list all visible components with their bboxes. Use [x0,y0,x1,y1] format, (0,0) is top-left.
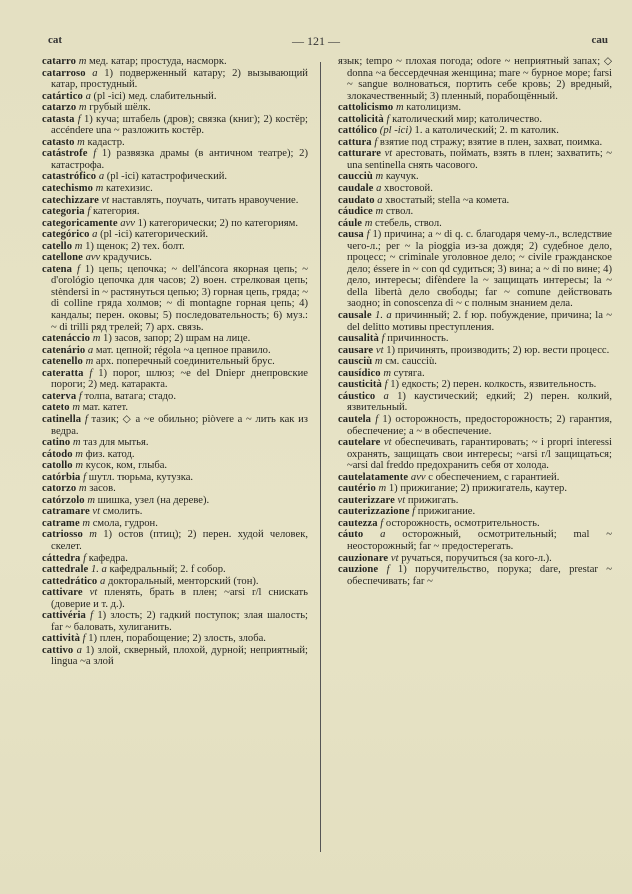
entry-grammar-label: f [384,379,388,391]
entry-headword: causciù [338,356,373,368]
dictionary-entry [338,125,612,137]
entry-headword: cáustico [338,390,376,402]
entry-headword: catrame [42,517,80,529]
entry-definition: осторожный, осмотрительный; mal ~ неосторожный; far ~ предостерегать. [347,529,612,552]
entry-headword: cáttedra [42,552,81,564]
dictionary-entry [42,414,308,437]
entry-headword: cautelatamente [338,471,409,483]
entry-grammar-label: m [364,217,373,229]
entry-definition: таз для мытья. [83,437,149,449]
dictionary-entry [338,529,612,552]
entry-headword: catártico [42,90,83,102]
entry-definition: 1) развязка драмы (в античном театре); 2) катастрофа. [51,148,308,171]
dictionary-entry [338,483,612,495]
entry-grammar-label: f [380,517,384,529]
entry-grammar-label: m [75,448,83,460]
entry-definition: мед. катар; простуда, насморк. [89,56,227,67]
entry-grammar-label: avv [410,471,426,483]
entry-grammar-label: vt [397,494,406,506]
dictionary-entry [338,553,612,565]
entry-headword: cateratta [42,367,84,379]
entry-headword: catórbia [42,471,81,483]
entry-definition: 1) подверженный катару; 2) вызывающий катар, простудный. [51,67,308,91]
dictionary-entry [42,449,308,461]
entry-headword: catorzo [42,483,77,495]
entry-definition: наставлять, поучать, читать нравоучение. [111,194,299,206]
entry-grammar-label: a [377,194,383,206]
entry-definition: язык; tempo ~ плохая погода; odore ~ неприятный запах; ◇ donna ~a бессердечная женщина; mare ~ бурное море; farsi ~ sangue волноваться, портить себе кровь; 2) вредный, злокачественный; 3) пленный, порабощённый. [338,56,612,102]
entry-grammar-label: m [75,460,84,472]
entry-headword: catturare [338,148,382,160]
entry-definition: взятие под стражу; взятие в плен, захват, поимка. [379,136,603,148]
dictionary-entry [338,206,612,218]
dictionary-entry [42,483,308,495]
page-number: — 121 — [292,34,340,48]
dictionary-entry [42,206,308,218]
entry-headword: cauzionare [338,552,389,564]
entry-definition: 1) причина; a ~ di q. c. благодаря чему-л., вследствие чего-л.; per ~ la pioggia из-за дождя; 2) судебное дело, процесс; ~ criminale уголовное дело; ~ civile гражданское дело; éssere in ~ con qd судиться; 3) вина; a ~ di по вине; 4) дело, интересы; difèndere la ~ защищать интересы; la ~ della libertà дело свободы; far ~ comune действовать заодно; in conoscenza di ~ с полным знанием дела. [347,229,613,310]
dictionary-entry [42,195,308,207]
entry-headword: catechizzare [42,194,99,206]
entry-grammar-label: vt [390,552,399,564]
dictionary-entry [42,171,308,183]
dictionary-entry [338,414,612,437]
entry-grammar-label: a [99,575,106,587]
entry-headword: catena [42,263,73,275]
entry-grammar-label: f [82,633,86,645]
dictionary-entry [338,333,612,345]
entry-definition: засов. [89,483,116,495]
entry-definition: прижигать. [407,494,459,506]
entry-grammar-label: vt [384,148,393,160]
entry-headword: causale [338,310,372,322]
entry-headword: categoria [42,206,85,218]
entry-headword: cattólico [338,125,378,137]
entry-headword: catastrófico [42,171,97,183]
entry-grammar-label: m [374,356,383,368]
entry-grammar-label: a [87,344,94,356]
entry-definition: категория. [92,206,140,218]
entry-headword: cattivo [42,644,74,656]
entry-grammar-label: m [82,517,91,529]
dictionary-entry [42,553,308,565]
entry-headword: cauzione [338,564,379,576]
entry-definition: прижигание. [417,506,476,518]
entry-definition: арестовать, поймать, взять в плен; захватить; ~ una sentinella снять часового. [347,148,613,171]
entry-headword: cautelare [338,437,381,449]
entry-definition: докторальный, менторский (тон). [107,575,259,587]
entry-headword: catasta [42,113,75,125]
entry-definition: 1. a католический; 2. m католик. [414,125,559,137]
entry-headword: cattività [42,633,80,645]
entry-headword: caucciù [338,171,373,183]
entry-grammar-label: m [383,367,392,379]
entry-grammar-label: (pl -ici) [379,125,412,137]
entry-headword: causticità [338,379,382,391]
entry-grammar-label: vt [92,506,101,518]
entry-headword: cáuto [338,529,364,541]
dictionary-entry [338,518,612,530]
entry-grammar-label: 1. a [375,310,392,322]
dictionary-entry [338,368,612,380]
dictionary-entry [338,195,612,207]
dictionary-entry [42,114,308,137]
entry-grammar-label: f [77,113,81,125]
dictionary-entry [42,472,308,484]
entry-grammar-label: f [374,136,378,148]
entry-grammar-label: m [375,171,384,183]
entry-grammar-label: f [83,471,87,483]
dictionary-entry [42,633,308,645]
dictionary-entry [42,218,308,230]
entry-definition: (pl -ici) мед. слабительный. [93,90,217,102]
entry-headword: caudato [338,194,375,206]
entry-definition: 1) засов, запор; 2) шрам на лице. [103,333,251,345]
entry-definition: толпа, ватага; стадо. [84,390,176,402]
entry-grammar-label: f [84,413,88,425]
dictionary-entry [42,391,308,403]
entry-definition: мат. катет. [82,402,129,414]
entry-definition: стебель, ствол. [375,217,442,229]
dictionary-entry [338,171,612,183]
entry-grammar-label: f [87,206,91,218]
dictionary-entry [42,368,308,391]
entry-headword: cattura [338,136,372,148]
left-guide-word: cat [48,34,63,46]
dictionary-entry [42,91,308,103]
entry-grammar-label: m [395,102,404,114]
entry-definition: 1) каустический; едкий; 2) перен. колкий, язвительный. [347,390,612,414]
entry-grammar-label: vt [383,437,392,449]
entry-headword: causídico [338,367,381,379]
entry-grammar-label: m [77,136,85,148]
entry-definition: крадучись. [102,252,152,264]
entry-definition: осторожность, осмотрительность. [385,517,540,529]
entry-headword: catollo [42,460,73,472]
entry-definition: см. caucciù. [385,356,437,368]
dictionary-entry [42,402,308,414]
entry-definition: грубый шёлк. [89,102,151,114]
right-guide-word: cau [591,34,608,46]
entry-definition: физ. катод. [85,448,135,460]
entry-grammar-label: f [375,413,379,425]
entry-definition: сутяга. [393,367,425,379]
entry-definition: 1) плен, порабощение; 2) злость, злоба. [88,633,266,645]
entry-grammar-label: f [83,552,87,564]
entry-headword: categoricamente [42,217,118,229]
entry-grammar-label: a [376,183,382,195]
entry-headword: cauterizzare [338,494,395,506]
entry-headword: cattivéria [42,610,86,622]
entry-definition: католический мир; католичество. [392,113,543,125]
entry-grammar-label: f [386,564,390,576]
entry-headword: categórico [42,229,90,241]
entry-definition: кадастр. [87,136,125,148]
entry-headword: catenário [42,344,86,356]
entry-definition: смола, гудрон. [92,517,158,529]
dictionary-entry [42,148,308,171]
entry-grammar-label: m [375,206,384,218]
dictionary-entry [42,264,308,333]
entry-definition: ствол. [385,206,414,218]
entry-headword: causa [338,229,364,241]
entry-headword: catellone [42,252,83,264]
dictionary-entry [338,183,612,195]
dictionary-entry [42,68,308,91]
entry-grammar-label: a [92,229,98,241]
entry-definition: катехизис. [105,183,153,195]
dictionary-entry [42,252,308,264]
entry-definition: 1) злость; 2) гадкий поступок; злая шалость; far ~ баловать, хулиганить. [51,610,308,633]
right-column [338,56,612,587]
entry-grammar-label: m [72,437,81,449]
dictionary-entry [338,102,612,114]
dictionary-entry [42,333,308,345]
entry-definition: 1) едкость; 2) перен. колкость, язвительность. [390,379,597,391]
entry-grammar-label: m [72,402,80,414]
entry-definition: католицизм. [406,102,462,114]
entry-definition: 1) куча; штабель (дров); связка (книг); 2) костёр; accéndere una ~ разложить костёр. [51,113,308,137]
entry-grammar-label: vt [375,344,384,356]
entry-definition: мат. цепной; régola ~a цепное правило. [95,344,271,356]
entry-definition: тазик; ◇ a ~e обильно; piòvere a ~ лить как из ведра. [51,413,308,437]
dictionary-entry [338,506,612,518]
entry-grammar-label: avv [120,217,135,229]
entry-headword: catino [42,437,71,449]
entry-grammar-label: a [380,529,386,541]
entry-headword: catasto [42,136,75,148]
dictionary-entry [42,495,308,507]
entry-headword: cattolicismo [338,102,394,114]
entry-grammar-label: m [78,56,87,67]
entry-grammar-label: f [386,113,390,125]
entry-grammar-label: a [85,90,91,102]
entry-headword: catenello [42,356,83,368]
entry-headword: caterva [42,390,77,402]
entry-definition: обеспечивать, гарантировать; ~ i propri interessi охранять, защищать свои интересы; ~arsi r/l защищаться; ~arsi dal freddo предохранить себя от холода. [347,437,612,472]
entry-grammar-label: 1. a [90,564,107,576]
entry-grammar-label: m [78,483,87,495]
dictionary-entry [42,437,308,449]
dictionary-entry [338,56,612,102]
entry-headword: caudale [338,183,374,195]
entry-grammar-label: a [383,390,389,402]
entry-definition: кафедра. [88,552,128,564]
dictionary-entry [338,345,612,357]
entry-grammar-label: vt [101,194,110,206]
dictionary-entry [42,56,308,68]
entry-grammar-label: m [92,333,101,345]
entry-definition: 1) поручительство, порука; dare, prestar ~ обеспечивать; far ~ [347,564,613,587]
entry-grammar-label: m [89,529,97,541]
entry-definition: 1) прижигание; 2) прижигатель, каутер. [388,483,567,495]
dictionary-entry [338,229,612,310]
dictionary-entry [42,610,308,633]
entry-headword: catástrofe [42,148,88,160]
dictionary-entry [42,183,308,195]
entry-grammar-label: m [87,494,95,506]
entry-headword: catinella [42,413,82,425]
dictionary-entry [338,356,612,368]
dictionary-entry [42,564,308,576]
entry-headword: cautério [338,483,376,495]
dictionary-entry [338,564,612,587]
dictionary-entry [42,356,308,368]
entry-headword: cattedrático [42,575,98,587]
entry-definition: 1) категорически; 2) по категориям. [137,217,299,229]
dictionary-entry [42,345,308,357]
entry-headword: cáudice [338,206,373,218]
entry-definition: шишка, узел (на дереве). [97,494,210,506]
dictionary-entry [42,137,308,149]
entry-headword: causalità [338,333,379,345]
entry-definition: пленять, брать в плен; ~arsi r/l снискать (доверие и т. д.). [51,587,309,610]
entry-grammar-label: a [76,644,82,656]
entry-definition: причинный; 2. f юр. побуждение, причина; la ~ del delitto мотивы преступления. [347,310,612,333]
dictionary-entry [42,529,308,552]
entry-headword: cátodo [42,448,73,460]
entry-grammar-label: m [95,183,104,195]
entry-definition: с обеспечением, с гарантией. [428,471,560,483]
entry-grammar-label: m [85,356,94,368]
entry-headword: causare [338,344,374,356]
entry-definition: ручаться, поручиться (за кого-л.). [401,552,552,564]
entry-definition: причинность. [387,333,449,345]
dictionary-entry [42,241,308,253]
dictionary-entry [42,645,308,668]
entry-grammar-label: a [98,171,105,183]
dictionary-entry [42,576,308,588]
entry-definition: 1) цепь; цепочка; ~ dell'áncora якорная цепь; ~ d'orológio цепочка для часов; 2) воен. стрелковая цепь; stèndersi in ~ растянуться цепью; 3) горная цепь, гряда; ~ di colline гряда холмов; ~ di montagne горная цепь; 4) кандалы; перен. оковы; 5) последовательность; 6) муз.: ~ di trilli ряд трелей; 7) арх. связь. [51,263,308,333]
dictionary-entry [338,114,612,126]
dictionary-entry [42,587,308,610]
entry-definition: 1) причинять, производить; 2) юр. вести процесс. [386,344,610,356]
entry-grammar-label: f [412,506,416,518]
entry-grammar-label: f [366,229,370,241]
entry-definition: шутл. тюрьма, кутузка. [88,471,194,483]
entry-grammar-label: f [90,610,94,622]
dictionary-entry [338,379,612,391]
entry-grammar-label: f [93,148,97,160]
dictionary-entry [42,229,308,241]
entry-grammar-label: vt [89,587,98,599]
entry-grammar-label: m [78,102,87,114]
dictionary-entry [42,506,308,518]
entry-definition: кафедральный; 2. f собор. [109,564,226,576]
entry-definition: 1) злой, скверный, плохой, дурной; неприятный; lingua ~a злой [51,644,308,668]
dictionary-entry [42,460,308,472]
entry-definition: 1) порог, шлюз; ~e del Dniepr днепровские пороги; 2) мед. катаракта. [51,367,309,391]
left-column [42,56,308,668]
entry-grammar-label: f [77,263,80,275]
dictionary-entry [338,472,612,484]
dictionary-entry [338,148,612,171]
entry-grammar-label: a [92,67,98,79]
dictionary-entry [42,102,308,114]
entry-definition: смолить. [102,506,143,518]
entry-headword: cautela [338,413,372,425]
entry-headword: cauterizzazione [338,506,410,518]
entry-headword: catriosso [42,529,83,541]
entry-definition: 1) остов (птиц); 2) перен. худой человек, скелет. [51,529,308,552]
entry-headword: catello [42,240,73,252]
entry-headword: cattedrale [42,564,89,576]
entry-headword: cattivare [42,587,83,599]
entry-headword: catarroso [42,67,86,79]
entry-grammar-label: f [78,390,82,402]
entry-headword: catechismo [42,183,94,195]
entry-headword: catarro [42,56,77,67]
column-divider [320,62,321,852]
dictionary-entry [338,391,612,414]
entry-definition: (pl -ici) категорический. [100,229,209,241]
entry-grammar-label: f [381,333,385,345]
entry-headword: catórzolo [42,494,85,506]
entry-definition: арх. поперечный соединительный брус. [95,356,275,368]
entry-definition: хвостовой. [384,183,433,195]
entry-headword: catarzo [42,102,77,114]
entry-grammar-label: avv [85,252,101,264]
dictionary-entry [338,218,612,230]
entry-headword: cateto [42,402,70,414]
entry-definition: (pl -ici) катастрофический. [106,171,228,183]
entry-headword: cattolicità [338,113,384,125]
dictionary-entry [338,495,612,507]
entry-definition: кусок, ком, глыба. [85,460,168,472]
dictionary-entry [338,310,612,333]
entry-grammar-label: m [74,240,83,252]
entry-grammar-label: m [378,483,387,495]
entry-headword: cáule [338,217,363,229]
dictionary-entry [338,437,612,472]
dictionary-entry [338,137,612,149]
entry-definition: каучук. [385,171,419,183]
dictionary-entry [42,518,308,530]
entry-headword: catramare [42,506,90,518]
entry-definition: 1) щенок; 2) тех. болт. [85,240,185,252]
entry-headword: catenáccio [42,333,91,345]
entry-definition: 1) осторожность, предосторожность; 2) гарантия, обеспечение; a ~ в обеспечение. [347,413,612,437]
entry-headword: cautezza [338,517,378,529]
entry-grammar-label: f [89,367,93,379]
entry-definition: хвостатый; stella ~a комета. [385,194,510,206]
